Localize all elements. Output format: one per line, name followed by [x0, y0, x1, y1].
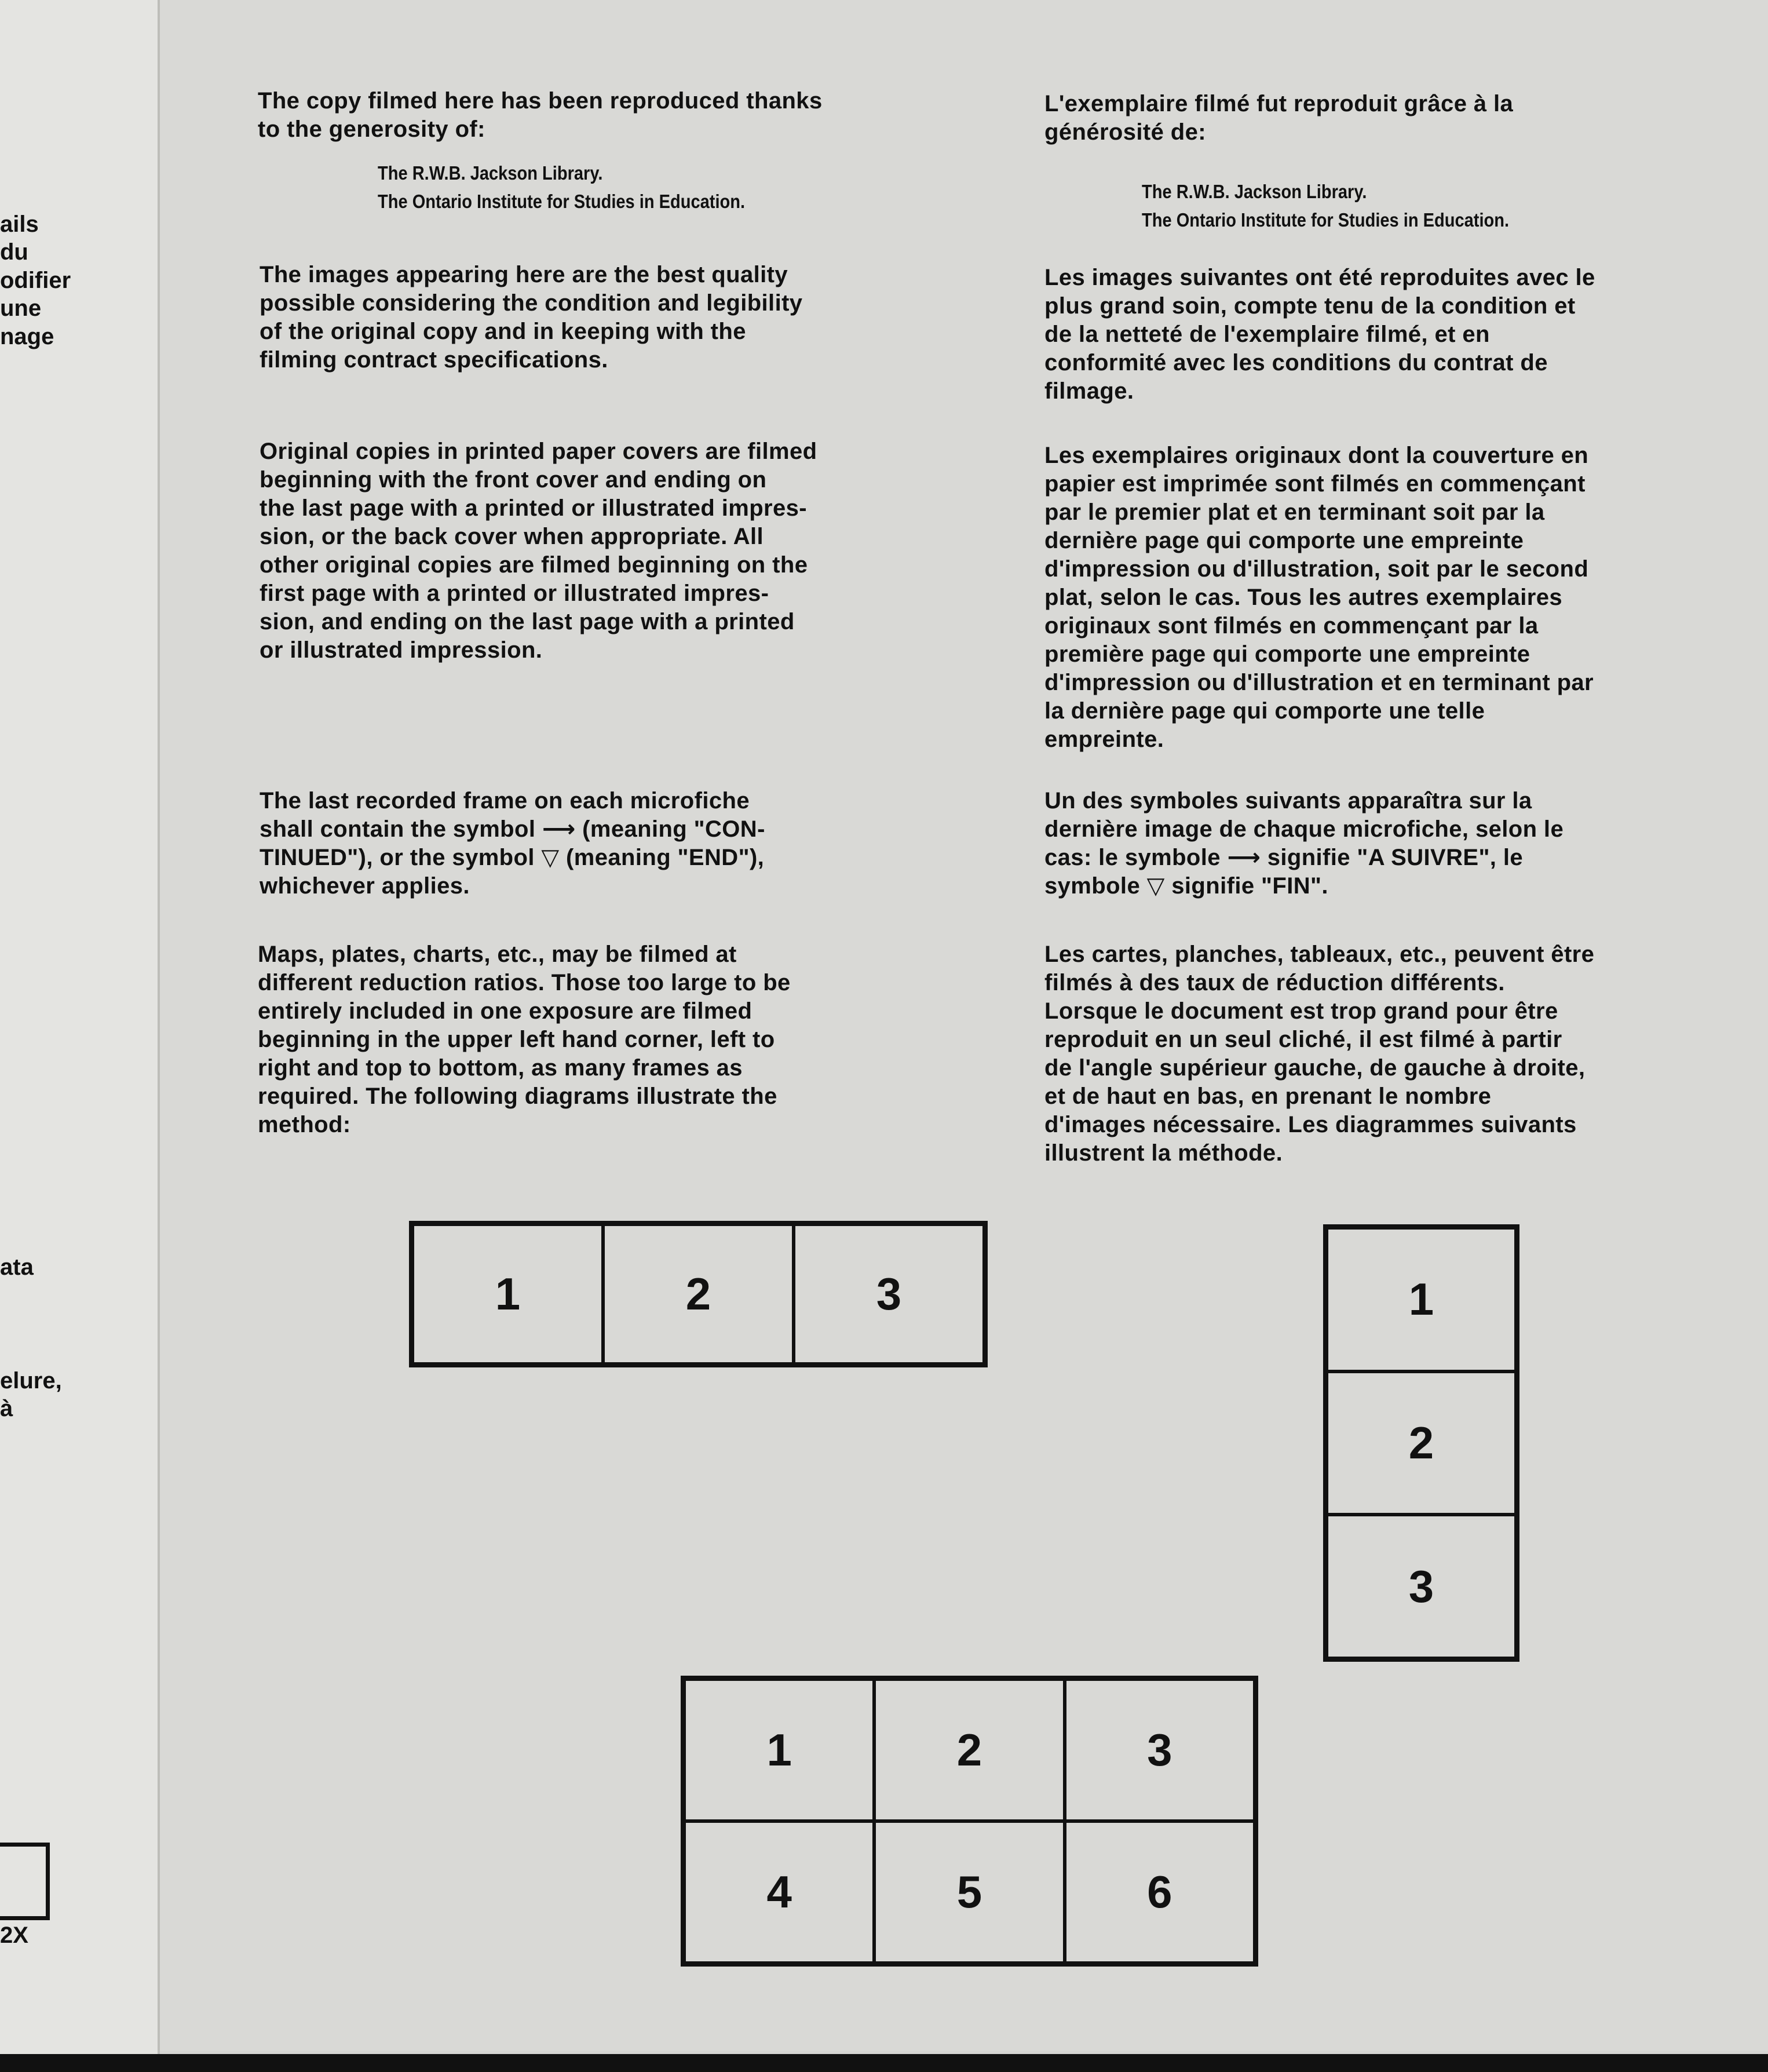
french-maps-statement: Les cartes, planches, tableaux, etc., peuvent être filmés à des taux de réduction différents. Lorsque le document est trop grand pour être reproduit en un seul cliché, il est filmé à partir de l'angle supérieur gauche, de gauche à droite, et de haut en bas, en prenant le nombre d'images nécessaire. Les diagrammes suivants illustrent la méthode. [1044, 942, 1595, 1166]
frame-cell: 2 [1327, 1371, 1516, 1515]
margin-fragment: ails [0, 211, 39, 237]
frame-cell: 3 [794, 1224, 984, 1364]
french-symbols-statement: Un des symboles suivants apparaîtra sur la dernière image de chaque microfiche, selon le cas: le symbole ⟶ signifie "A SUIVRE", le symbole ▽ signifie "FIN". [1044, 788, 1564, 899]
frame-cell: 2 [603, 1224, 794, 1364]
french-acknowledgement: L'exemplaire filmé fut reproduit grâce à la générosité de: [1044, 91, 1514, 145]
margin-fragment: nage [0, 324, 54, 349]
frame-cell: 4 [684, 1821, 874, 1963]
french-quality-statement: Les images suivantes ont été reproduites avec le plus grand soin, compte tenu de la condition et de la netteté de l'exemplaire filmé, et en conformité avec les conditions du contrat de filmage. [1044, 265, 1595, 404]
french-library-name: The R.W.B. Jackson Library. The Ontario Institute for Studies in Education. [1142, 181, 1510, 231]
film-edge [0, 2054, 1768, 2072]
margin-fragment: du [0, 239, 28, 265]
adjacent-page-fragment [0, 0, 160, 2072]
horizontal-frame-diagram [409, 1221, 988, 1367]
scale-target-box [0, 1843, 50, 1920]
frame-cell: 3 [1065, 1679, 1255, 1821]
frame-cell: 5 [874, 1821, 1064, 1963]
vertical-frame-diagram [1323, 1224, 1519, 1662]
grid-frame-diagram [681, 1676, 1258, 1967]
english-symbols-statement: The last recorded frame on each microfiche shall contain the symbol ⟶ (meaning "CON- TINUED"), or the symbol ▽ (meaning "END"), whichever applies. [260, 788, 765, 899]
frame-cell: 6 [1065, 1821, 1255, 1963]
english-library-name: The R.W.B. Jackson Library. The Ontario Institute for Studies in Education. [378, 162, 746, 212]
french-originals-statement: Les exemplaires originaux dont la couverture en papier est imprimée sont filmés en commençant par le premier plat et en terminant soit par la dernière page qui comporte une empreinte d'impression ou d'illustration, soit par le second plat, selon le cas. Tous les autres exemplaires originaux sont filmés en commençant par la première page qui comporte une empreinte d'impression ou d'illustration et en terminant par la dernière page qui comporte une telle empreinte. [1044, 443, 1594, 752]
margin-fragment: odifier [0, 268, 71, 293]
frame-cell: 2 [874, 1679, 1064, 1821]
margin-fragment: une [0, 296, 42, 321]
margin-fragment: à [0, 1396, 13, 1421]
frame-cell: 1 [1327, 1228, 1516, 1371]
margin-fragment: elure, [0, 1368, 62, 1394]
frame-cell: 3 [1327, 1515, 1516, 1658]
english-acknowledgement: The copy filmed here has been reproduced thanks to the generosity of: [258, 88, 823, 142]
frame-cell: 1 [412, 1224, 603, 1364]
english-originals-statement: Original copies in printed paper covers are filmed beginning with the front cover and ending on the last page with a printed or illustrated impres- sion, or the back cover when appropriate. All other original copies are filmed beginning on the first page with a printed or illustrated impres- sion, and ending on the last page with a printed or illustrated impression. [260, 439, 817, 663]
english-maps-statement: Maps, plates, charts, etc., may be filmed at different reduction ratios. Those too large to be entirely included in one exposure are filmed beginning in the upper left hand corner, left to right and top to bottom, as many frames as required. The following diagrams illustrate the method: [258, 942, 791, 1137]
scale-label: 2X [0, 1923, 28, 1948]
margin-fragment: ata [0, 1254, 34, 1280]
english-quality-statement: The images appearing here are the best quality possible considering the condition and legibility of the original copy and in keeping with the filming contract specifications. [260, 262, 803, 373]
frame-cell: 1 [684, 1679, 874, 1821]
